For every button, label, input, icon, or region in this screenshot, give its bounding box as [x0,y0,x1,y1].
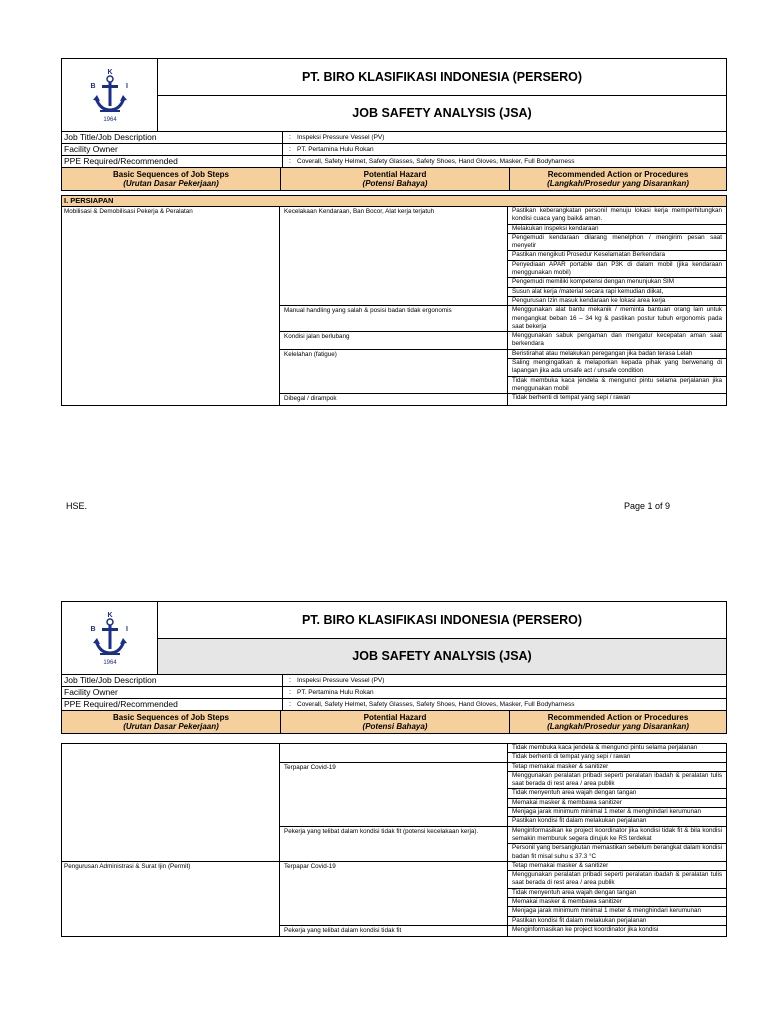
hazard-row [280,306,726,332]
jsa-table-body [61,862,727,937]
svg-text:1964: 1964 [102,660,117,666]
anchor-icon [88,66,132,124]
action-item: Menginformasikan ke project koordinator jika kondisi [512,925,659,933]
action-item: Tetap memakai masker & sanitizer [508,763,726,772]
svg-text:B: B [89,83,96,90]
action-item: Tidak berhenti di tempat yang sepi / rawan [512,394,631,402]
job-step: Mobilisasi & Demobilisasi Pekerja & Peralatan [62,207,280,405]
document-title: JOB SAFETY ANALYSIS (JSA) [352,106,532,121]
action-item: Menggunakan alat bantu mekanik / meminta bantuan orang lain untuk mengangkat beban 16 – 34 kg & pastikan postur tubuh ergonomis pada saat bekerja [512,306,722,330]
column-headers: Basic Sequences of Job Steps (Urutan Dasar Pekerjaan) Potential Hazard (Potensi Bahaya) Recommended Action or Procedures (Langkah/Prosedur yang Disarankan) [61,168,727,191]
document-header [61,58,727,132]
jsa-table-body [61,743,727,862]
page-number: Page 1 of 9 [624,501,671,511]
hazard-row [280,763,726,827]
action-item: Tidak berhenti di tempat yang sepi / rawan [512,753,631,761]
company-name: PT. BIRO KLASIFIKASI INDONESIA (PERSERO) [158,59,726,96]
footer-left: HSE. [66,501,88,511]
action-item: Menjaga jarak minimum minimal 1 meter & menghindari kerumunan [508,808,726,817]
action-item: Susun alat kerja /material secara rapi kemudian diikat, [508,288,726,297]
document-page-1 [61,58,727,511]
hazard-row [280,332,726,350]
info-row: Job Title/Job Description : Inspeksi Pressure Vessel (PV) [62,132,726,144]
action-item: Menjaga jarak minimum minimal 1 meter & menghindari kerumunan [508,907,726,916]
hazard-row [280,744,726,763]
action-item: Menginformasikan ke project koordinator jika kondisi tidak fit & bila kondisi semakin memburuk segera dirujuk ke RS terdekat [508,827,726,845]
action-item: Pastikan keberangkatan personil menuju lokasi kerja memperhitungkan kondisi cuaca yang baik& aman. [508,207,726,225]
hazard-row [280,394,726,404]
document-title: JOB SAFETY ANALYSIS (JSA) [158,639,726,675]
action-item: Pengemudi kendaraan dilarang menelphon / mengirim pesan saat menyetir [508,234,726,252]
action-item: Tetap memakai masker & sanitizer [508,862,726,871]
hazard-cell: Kecelakaan Kendaraan, Ban Bocor, Alat kerja terjatuh [280,207,508,305]
hazard-cell: Pekerja yang telibat dalam kondisi tidak fit [280,926,508,936]
info-row: Facility Owner : PT. Pertamina Hulu Rokan [62,144,726,156]
action-item: Tidak menyentuh area wajah dengan tangan [508,789,726,798]
hazard-cell: Dibegal / dirampok [280,394,508,404]
hazard-cell: Kelelahan (fatigue) [280,350,508,393]
action-item: Saling mengingatkan & melaporkan kepada pihak yang berwenang di lapangan jika ada unsafe act / unsafe condition [508,359,726,377]
job-step: Pengurusan Administrasi & Surat Ijin (Permit) [62,862,280,936]
action-item: Melakukan inspeksi kendaraan [508,225,726,234]
action-item: Personil yang bersangkutan memastikan sebelum berangkat dalam kondisi badan fit misal suhu ≤ 37.3 °C [512,844,722,860]
action-item: Menggunakan peralatan pribadi seperti peralatan ibadah & peralatan tulis saat berada di rest area / area publik [508,772,726,790]
info-row: Job Title/Job Description : Inspeksi Pressure Vessel (PV) [62,675,726,687]
column-headers: Basic Sequences of Job Steps (Urutan Dasar Pekerjaan) Potential Hazard (Potensi Bahaya) Recommended Action or Procedures (Langkah/Prosedur yang Disarankan) [61,711,727,734]
action-item: Pastikan kondisi fit dalam melakukan perjalanan [512,916,647,924]
svg-text:I: I [125,626,128,633]
anchor-icon [88,609,132,667]
bki-logo [62,602,158,674]
action-item: Tidak membuka kaca jendela & mengunci pintu selama perjalanan [508,744,726,753]
job-info-table [61,132,727,168]
job-info-table [61,675,727,711]
jsa-table-body [61,207,727,406]
action-item: Tidak menyentuh area wajah dengan tangan [508,889,726,898]
action-item: Tidak membuka kaca jendela & mengunci pintu selama perjalanan jika menggunakan mobil [512,376,722,392]
hazard-cell: Manual handling yang salah & posisi badan tidak ergonomis [280,306,508,331]
info-row: PPE Required/Recommended : Coverall, Safety Helmet, Safety Glasses, Safety Shoes, Hand Gloves, Masker, Full Bodyharness [62,156,726,168]
info-row: Facility Owner : PT. Pertamina Hulu Rokan [62,687,726,699]
action-item: Menggunakan sabuk pengaman dan mengatur kecepatan aman saat berkendara [512,332,722,348]
svg-text:B: B [89,626,96,633]
action-item: Pengemudi memiliki kompetensi dengan menunjukan SIM [508,278,726,287]
bki-logo [62,59,158,131]
action-item: Memakai masker & membawa sanitizer [508,799,726,808]
svg-text:1964: 1964 [102,117,117,123]
hazard-cell: Kondisi jalan berlubang [280,332,508,349]
hazard-row [280,827,726,861]
section-title: I. PERSIAPAN [61,195,727,207]
company-name: PT. BIRO KLASIFIKASI INDONESIA (PERSERO) [158,602,726,639]
document-page-2 [61,601,727,937]
hazard-row [280,350,726,394]
svg-text:K: K [106,69,113,76]
svg-text:K: K [106,612,113,619]
action-item: Memakai masker & membawa sanitizer [508,898,726,907]
action-item: Beristirahat atau melakukan peregangan jika badan terasa Lelah [508,350,726,359]
hazard-cell: Terpapar Covid-19 [280,763,508,826]
job-step [62,744,280,861]
hazard-cell: Terpapar Covid-19 [280,862,508,925]
action-item: Pastikan mengikuti Prosedur Keselamatan Berkendara [508,251,726,260]
hazard-row [280,862,726,926]
document-header [61,601,727,675]
info-row: PPE Required/Recommended : Coverall, Safety Helmet, Safety Glasses, Safety Shoes, Hand Gloves, Masker, Full Bodyharness [62,699,726,711]
action-item: Pastikan kondisi fit dalam melakukan perjalanan [512,817,647,825]
action-item: Menggunakan peralatan pribadi seperti peralatan ibadah & peralatan tulis saat berada di rest area / area publik [508,871,726,889]
hazard-row [280,926,726,936]
hazard-cell: Pekerja yang telibat dalam kondisi tidak fit (potensi kecelakaan kerja). [280,827,508,861]
svg-text:I: I [125,83,128,90]
action-item: Penyediaan APAR portable dan P3K di dalam mobil (jika kendaraan menggunakan mobil) [508,261,726,279]
hazard-row [280,207,726,306]
action-item: Pengurusan Izin masuk kendaraan ke lokasi area kerja [512,296,666,304]
hazard-cell [280,744,508,762]
